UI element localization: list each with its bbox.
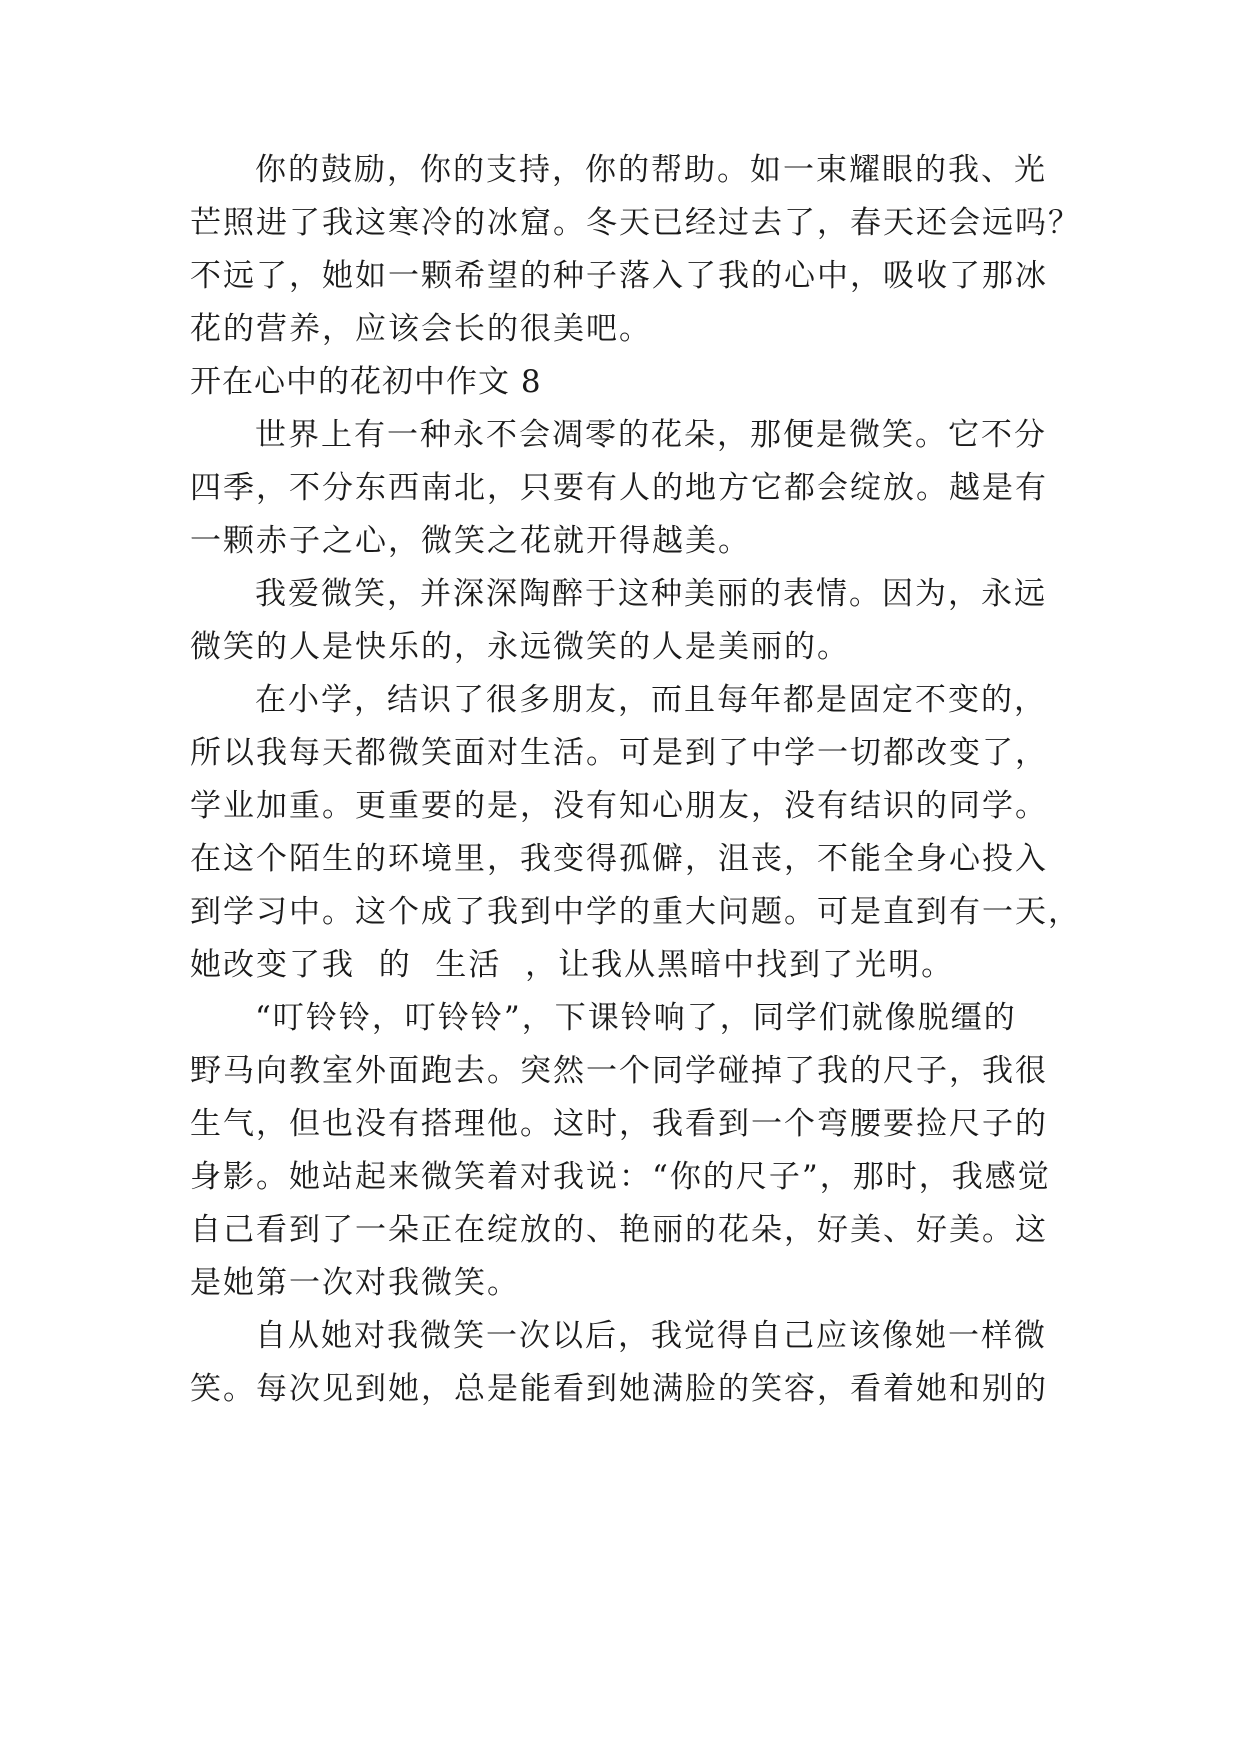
text-line: 到学习中。这个成了我到中学的重大问题。可是直到有一天， [190, 894, 1081, 930]
text-line: 自己看到了一朵正在绽放的、艳丽的花朵，好美、好美。这 [190, 1212, 1048, 1248]
text-line: 四季，不分东西南北，只要有人的地方它都会绽放。越是有 [190, 470, 1048, 506]
text-line: 生气，但也没有搭理他。这时，我看到一个弯腰要捡尺子的 [190, 1106, 1048, 1142]
text-line: 学业加重。更重要的是，没有知心朋友，没有结识的同学。 [190, 788, 1048, 824]
section-title: 开在心中的花初中作文 8 [190, 364, 542, 400]
text-line: 在小学，结识了很多朋友，而且每年都是固定不变的， [255, 682, 1047, 718]
text-line: 不远了，她如一颗希望的种子落入了我的心中，吸收了那冰 [190, 258, 1048, 294]
text-line: 我爱微笑，并深深陶醉于这种美丽的表情。因为，永远 [255, 576, 1047, 612]
text-line: “叮铃铃，叮铃铃”，下课铃响了，同学们就像脱缰的 [255, 1000, 1017, 1036]
text-line: 世界上有一种永不会凋零的花朵，那便是微笑。它不分 [255, 417, 1047, 453]
text-line: 你的鼓励，你的支持，你的帮助。如一束耀眼的我、光 [255, 152, 1047, 188]
text-line: 是她第一次对我微笑。 [190, 1265, 520, 1301]
text-line: 所以我每天都微笑面对生活。可是到了中学一切都改变了， [190, 735, 1048, 771]
text-line: 笑。每次见到她，总是能看到她满脸的笑容，看着她和别的 [190, 1371, 1048, 1407]
text-line: 一颗赤子之心，微笑之花就开得越美。 [190, 523, 751, 559]
text-line: 芒照进了我这寒冷的冰窟。冬天已经过去了，春天还会远吗？ [190, 205, 1081, 241]
text-line: 她改变了我 的 生活 ，让我从黑暗中找到了光明。 [190, 947, 955, 983]
text-line: 微笑的人是快乐的，永远微笑的人是美丽的。 [190, 629, 850, 665]
text-line: 身影。她站起来微笑着对我说：“你的尺子”，那时，我感觉 [190, 1159, 1051, 1195]
text-line: 自从她对我微笑一次以后，我觉得自己应该像她一样微 [255, 1318, 1047, 1354]
text-line: 在这个陌生的环境里，我变得孤僻，沮丧，不能全身心投入 [190, 841, 1048, 877]
text-line: 野马向教室外面跑去。突然一个同学碰掉了我的尺子，我很 [190, 1053, 1048, 1089]
text-line: 花的营养，应该会长的很美吧。 [190, 311, 652, 347]
